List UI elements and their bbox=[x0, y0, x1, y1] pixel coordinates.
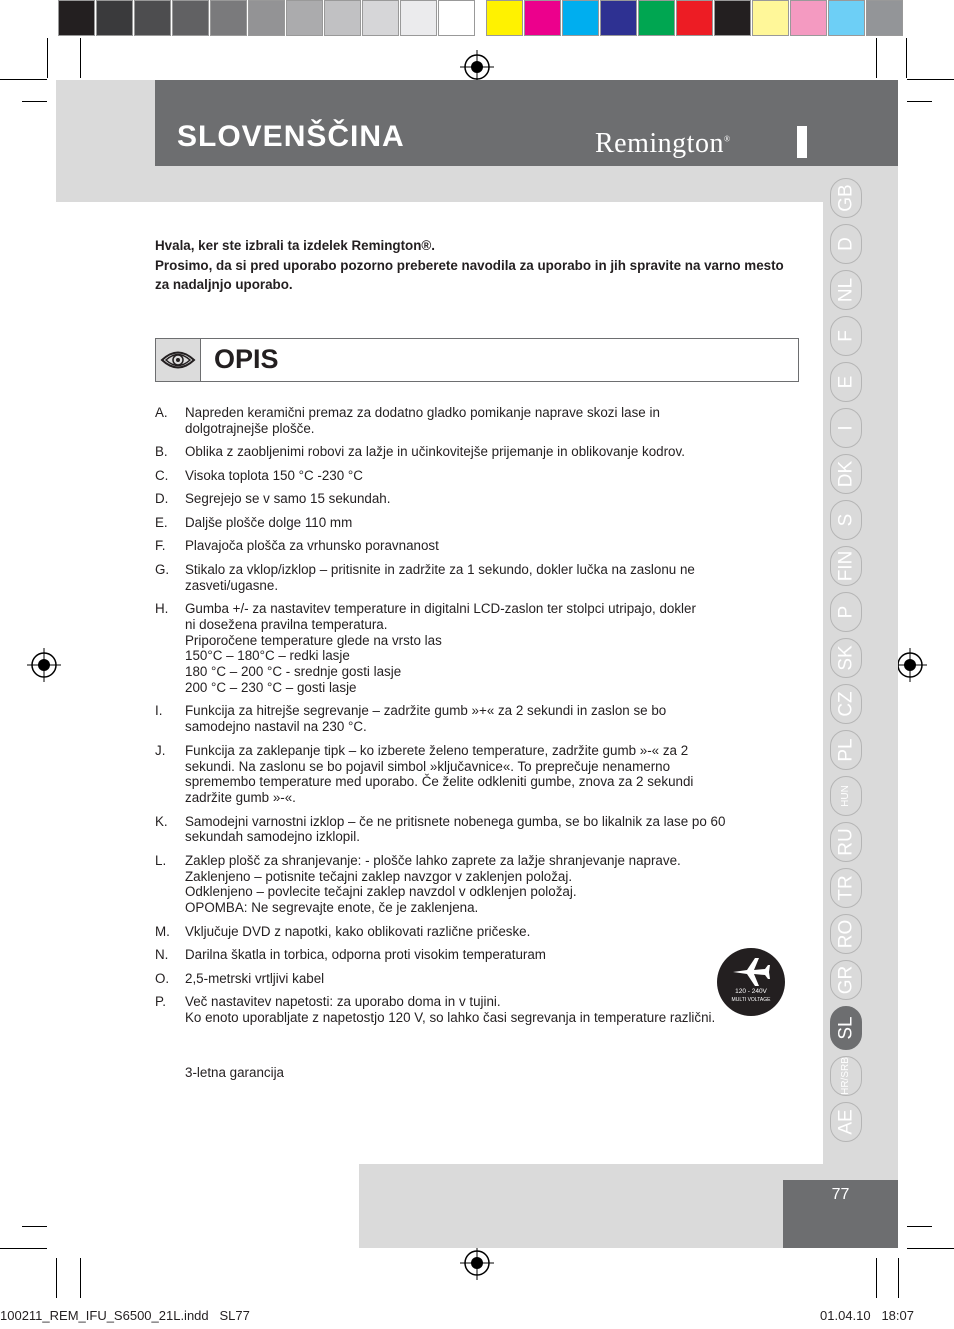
list-item bbox=[155, 468, 805, 484]
language-tab-d[interactable] bbox=[830, 224, 862, 264]
language-tab-label: SK bbox=[835, 645, 857, 671]
list-item bbox=[155, 947, 805, 963]
language-tab-label: I bbox=[835, 425, 857, 431]
language-tab-label: S bbox=[835, 513, 857, 527]
color-swatch bbox=[486, 0, 523, 36]
color-swatch bbox=[524, 0, 561, 36]
registration-mark-icon bbox=[460, 50, 494, 84]
crop-mark bbox=[907, 1248, 954, 1249]
list-item-text: Zaklep plošč za shranjevanje: - plošče lahko zaprete za lažje shranjevanje naprave. Zaklenjeno – potisnite tečajni zaklep navzgor v zaklenjen položaj. Odklenjeno – povlecite tečajni zaklep navzdol v odklenjen položaj. OPOMBA: Ne segrevajte enote, če je zaklenjena. bbox=[185, 852, 681, 916]
color-swatch bbox=[828, 0, 865, 36]
language-tab-sl[interactable] bbox=[830, 1006, 862, 1050]
color-calibration-bar bbox=[58, 0, 904, 38]
multi-voltage-badge bbox=[717, 948, 785, 1016]
registration-mark-icon bbox=[27, 648, 61, 682]
registration-mark-icon bbox=[460, 1246, 494, 1280]
list-item-letter: N. bbox=[155, 947, 169, 963]
voltage-range: 120 - 240V bbox=[735, 988, 767, 995]
color-swatch bbox=[58, 0, 95, 36]
brand-bar bbox=[797, 126, 807, 158]
list-item-letter: H. bbox=[155, 600, 169, 616]
crop-mark bbox=[56, 1258, 57, 1298]
crop-mark bbox=[22, 1226, 47, 1227]
list-item-letter: K. bbox=[155, 813, 168, 829]
crop-mark bbox=[80, 38, 81, 78]
crop-mark bbox=[0, 1248, 47, 1249]
color-swatch bbox=[600, 0, 637, 36]
color-swatch bbox=[638, 0, 675, 36]
language-tab-nl[interactable] bbox=[830, 270, 862, 310]
language-tab-e[interactable] bbox=[830, 362, 862, 402]
color-swatch bbox=[866, 0, 903, 36]
language-tab-label: NL bbox=[835, 277, 857, 303]
brand-name: Remington bbox=[595, 128, 724, 159]
list-item bbox=[155, 743, 805, 806]
language-tab-label: F bbox=[835, 330, 857, 342]
list-item-letter: M. bbox=[155, 923, 170, 939]
list-item bbox=[155, 814, 805, 846]
list-item bbox=[155, 703, 805, 735]
color-swatch bbox=[752, 0, 789, 36]
intro-text bbox=[155, 236, 795, 295]
page-header bbox=[155, 80, 898, 166]
list-item-letter: O. bbox=[155, 970, 170, 986]
language-tab-hun[interactable] bbox=[830, 776, 862, 816]
list-item bbox=[155, 924, 805, 940]
color-swatch bbox=[362, 0, 399, 36]
language-tab-gr[interactable] bbox=[830, 960, 862, 1000]
list-item-text: Daljše plošče dolge 110 mm bbox=[185, 514, 353, 530]
list-item bbox=[155, 538, 805, 554]
list-item-text: Napreden keramični premaz za dodatno gladko pomikanje naprave skozi lase in dolgotrajnejše plošče. bbox=[185, 405, 660, 436]
brand-logo bbox=[595, 128, 731, 160]
color-swatch bbox=[676, 0, 713, 36]
list-item-text: 2,5-metrski vrtljivi kabel bbox=[185, 970, 325, 986]
language-tab-pl[interactable] bbox=[830, 730, 862, 770]
list-item-letter: D. bbox=[155, 491, 169, 507]
list-item bbox=[155, 405, 805, 437]
language-tab-hr-srb[interactable] bbox=[830, 1056, 862, 1096]
language-tab-ro[interactable] bbox=[830, 914, 862, 954]
color-swatch bbox=[96, 0, 133, 36]
swatch-gap bbox=[476, 0, 486, 38]
page-number-box bbox=[783, 1180, 898, 1248]
color-swatch bbox=[324, 0, 361, 36]
list-item-text: Funkcija za hitrejše segrevanje – zadržite gumb »+« za 2 sekundi in zaslon se bo samodejno nastavil na 230 °C. bbox=[185, 703, 667, 735]
feature-list bbox=[155, 405, 805, 1034]
language-tab-label: E bbox=[835, 375, 857, 389]
list-item-text: Funkcija za zaklepanje tipk – ko izberete želeno temperature, zadržite gumb »-« za 2 sekundi. Na zaslonu se bo pojavil simbol »ključavnice«. To preprečuje nenamerno spremembo temperature med uporabo. Če želite odkleniti gumbe, znova za 2 sekundi zadržite gumb »-«. bbox=[185, 742, 694, 806]
list-item bbox=[155, 994, 805, 1026]
crop-mark bbox=[876, 1258, 877, 1298]
list-item-letter: L. bbox=[155, 852, 167, 868]
list-item-letter: J. bbox=[155, 742, 166, 758]
language-tab-label: HUN bbox=[840, 785, 851, 807]
language-tab-cz[interactable] bbox=[830, 684, 862, 724]
language-tab-label: CZ bbox=[835, 691, 857, 717]
list-item-letter: E. bbox=[155, 514, 168, 530]
crop-mark bbox=[80, 1258, 81, 1298]
language-tab-label: TR bbox=[835, 875, 857, 901]
intro-line: Prosimo, da si pred uporabo pozorno preberete navodila za uporabo in jih spravite na varno mesto za nadaljnjo uporabo. bbox=[155, 257, 784, 292]
language-tab-dk[interactable] bbox=[830, 454, 862, 494]
language-tab-ae[interactable] bbox=[830, 1102, 862, 1142]
warranty-text: 3-letna garancija bbox=[185, 1065, 285, 1080]
page-number: 77 bbox=[831, 1186, 850, 1203]
list-item-text: Več nastavitev napetosti: za uporabo doma in v tujini. Ko enoto uporabljate z napetostjo 120 V, so lahko časi segrevanja in temperature različni. bbox=[185, 994, 716, 1026]
color-swatch bbox=[790, 0, 827, 36]
language-sidebar bbox=[823, 166, 898, 1164]
language-tab-fin[interactable] bbox=[830, 546, 862, 586]
language-tab-i[interactable] bbox=[830, 408, 862, 448]
list-item-text: Samodejni varnostni izklop – če ne pritisnete nobenega gumba, se bo likalnik za lase po 60 sekundah samodejno izklopil. bbox=[185, 813, 726, 845]
list-item-letter: F. bbox=[155, 538, 166, 554]
brand-mark: ® bbox=[723, 134, 731, 144]
crop-mark bbox=[898, 1258, 899, 1298]
list-item bbox=[155, 491, 805, 507]
language-tab-label: RU bbox=[835, 828, 857, 856]
date-slug: 01.04.10 18:07 bbox=[820, 1308, 914, 1323]
list-item-text: Vključuje DVD z napotki, kako oblikovati različne pričeske. bbox=[185, 923, 531, 939]
color-swatch bbox=[438, 0, 475, 36]
language-tab-label: HR/SRB bbox=[840, 1057, 851, 1095]
crop-mark bbox=[907, 79, 954, 80]
list-item-text: Plavajoča plošča za vrhunsko poravnanost bbox=[185, 538, 439, 554]
list-item-letter: P. bbox=[155, 994, 166, 1010]
list-item-text: Segrejejo se v samo 15 sekundah. bbox=[185, 491, 391, 507]
language-tab-label: SL bbox=[835, 1016, 857, 1040]
color-swatch bbox=[248, 0, 285, 36]
list-item-text: Gumba +/- za nastavitev temperature in digitalni LCD-zaslon ter stolpci utripajo, dokler ni dosežena pravilna temperatura. Priporočene temperature glede na vrsto las 150°C – 180°C – redki lasje 180 °C – 200 °C - srednje gosti lasje 200 °C – 230 °C – gosti lasje bbox=[185, 600, 696, 695]
list-item-text: Darilna škatla in torbica, odporna proti visokim temperaturam bbox=[185, 947, 546, 963]
color-swatch bbox=[172, 0, 209, 36]
list-item-letter: B. bbox=[155, 444, 168, 460]
registration-mark-icon bbox=[893, 648, 927, 682]
intro-line: Hvala, ker ste izbrali ta izdelek Remington®. bbox=[155, 238, 436, 253]
section-title: OPIS bbox=[214, 344, 279, 374]
list-item bbox=[155, 515, 805, 531]
list-item-text: Visoka toplota 150 °C -230 °C bbox=[185, 467, 363, 483]
language-tab-ru[interactable] bbox=[830, 822, 862, 862]
language-tab-p[interactable] bbox=[830, 592, 862, 632]
language-tab-label: GB bbox=[835, 184, 857, 212]
language-tab-sk[interactable] bbox=[830, 638, 862, 678]
list-item bbox=[155, 853, 805, 916]
language-tab-s[interactable] bbox=[830, 500, 862, 540]
list-item bbox=[155, 601, 805, 696]
color-swatch bbox=[286, 0, 323, 36]
crop-mark bbox=[876, 38, 877, 78]
language-tab-label: GR bbox=[835, 965, 857, 995]
language-tab-f[interactable] bbox=[830, 316, 862, 356]
list-item-letter: A. bbox=[155, 405, 168, 420]
language-tab-label: AE bbox=[835, 1109, 857, 1135]
language-tab-label: D bbox=[835, 237, 857, 251]
language-tab-label: DK bbox=[835, 460, 857, 488]
language-tab-tr[interactable] bbox=[830, 868, 862, 908]
crop-mark bbox=[907, 1226, 932, 1227]
crop-mark bbox=[22, 101, 47, 102]
color-swatch bbox=[562, 0, 599, 36]
eye-icon bbox=[156, 339, 200, 381]
color-swatch bbox=[400, 0, 437, 36]
airplane-icon bbox=[731, 956, 771, 988]
list-item-text: Oblika z zaobljenimi robovi za lažje in učinkovitejše prijemanje in oblikovanje kodrov. bbox=[185, 444, 685, 460]
crop-mark bbox=[0, 79, 47, 80]
list-item bbox=[155, 562, 805, 594]
color-swatch bbox=[210, 0, 247, 36]
language-tab-label: RO bbox=[835, 919, 857, 949]
list-item-letter: G. bbox=[155, 561, 170, 577]
list-item bbox=[155, 971, 805, 987]
crop-mark bbox=[907, 101, 932, 102]
page-title: SLOVENŠČINA bbox=[177, 120, 405, 153]
list-item-letter: I. bbox=[155, 703, 163, 719]
file-slug: 100211_REM_IFU_S6500_21L.indd SL77 bbox=[0, 1308, 250, 1323]
language-tab-label: PL bbox=[835, 738, 857, 762]
color-swatch bbox=[714, 0, 751, 36]
crop-mark bbox=[47, 38, 48, 78]
list-item bbox=[155, 444, 805, 460]
section-icon-box bbox=[156, 339, 201, 381]
crop-mark bbox=[906, 38, 907, 78]
color-swatch bbox=[134, 0, 171, 36]
language-tab-label: FIN bbox=[835, 550, 857, 582]
list-item-text: Stikalo za vklop/izklop – pritisnite in zadržite za 1 sekundo, dokler lučka na zaslonu ne zasveti/ugasne. bbox=[185, 561, 695, 593]
section-heading bbox=[155, 338, 799, 382]
list-item-letter: C. bbox=[155, 467, 169, 483]
voltage-caption: MULTI VOLTAGE bbox=[731, 997, 771, 1003]
language-tab-label: P bbox=[835, 605, 857, 619]
language-tab-gb[interactable] bbox=[830, 178, 862, 218]
